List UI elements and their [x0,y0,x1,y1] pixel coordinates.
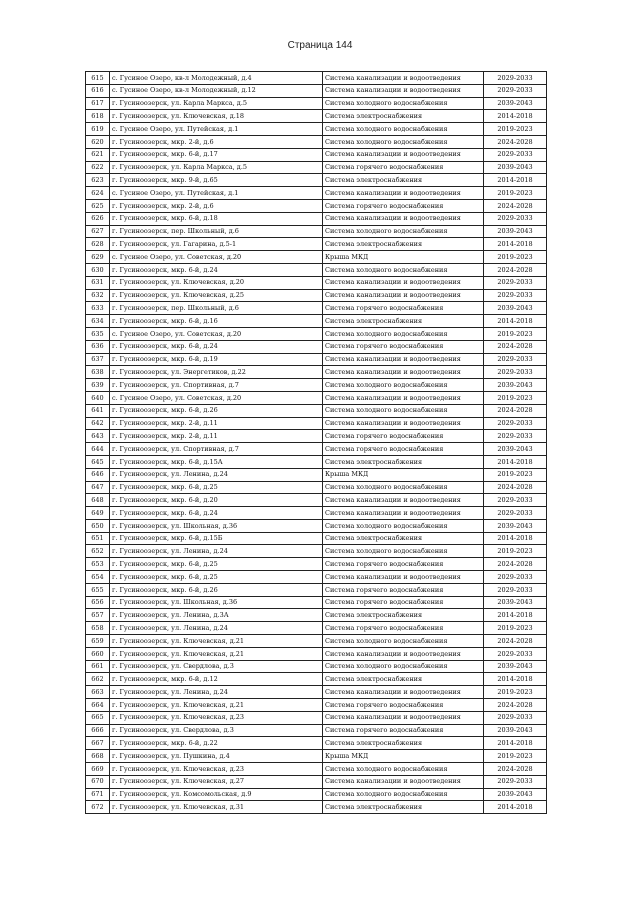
system-cell: Система канализации и водоотведения [323,366,484,379]
address-cell: г. Гусиноозерск, мкр. 6-й, д.26 [110,404,323,417]
row-number: 657 [86,609,110,622]
period-cell: 2019-2023 [484,545,547,558]
address-cell: г. Гусиноозерск, ул. Ленина, д.24 [110,622,323,635]
row-number: 642 [86,417,110,430]
period-cell: 2014-2018 [484,609,547,622]
row-number: 643 [86,430,110,443]
system-cell: Система холодного водоснабжения [323,763,484,776]
row-number: 618 [86,110,110,123]
address-cell: г. Гусиноозерск, мкр. 2-й, д.6 [110,135,323,148]
period-cell: 2024-2028 [484,404,547,417]
period-cell: 2024-2028 [484,199,547,212]
system-cell: Система горячего водоснабжения [323,443,484,456]
system-cell: Система холодного водоснабжения [323,263,484,276]
address-cell: г. Гусиноозерск, ул. Ленина, д.3А [110,609,323,622]
period-cell: 2014-2018 [484,174,547,187]
address-cell: с. Гусиное Озеро, кв-л Молодежный, д.4 [110,72,323,85]
system-cell: Система горячего водоснабжения [323,161,484,174]
period-cell: 2029-2033 [484,647,547,660]
row-number: 653 [86,558,110,571]
table-row [86,238,547,251]
table-row [86,532,547,545]
row-number: 626 [86,212,110,225]
address-cell: г. Гусиноозерск, мкр. 6-й, д.16 [110,315,323,328]
row-number: 632 [86,289,110,302]
address-cell: г. Гусиноозерск, ул. Ключевская, д.21 [110,635,323,648]
system-cell: Система холодного водоснабжения [323,123,484,136]
table-row [86,519,547,532]
table-row [86,494,547,507]
row-number: 656 [86,596,110,609]
period-cell: 2014-2018 [484,315,547,328]
period-cell: 2029-2033 [484,571,547,584]
row-number: 669 [86,763,110,776]
address-cell: г. Гусиноозерск, мкр. 6-й, д.18 [110,212,323,225]
table-row [86,97,547,110]
table-row [86,609,547,622]
address-cell: г. Гусиноозерск, мкр. 6-й, д.24 [110,507,323,520]
table-row [86,251,547,264]
period-cell: 2039-2043 [484,379,547,392]
address-cell: г. Гусиноозерск, ул. Ленина, д.24 [110,686,323,699]
system-cell: Система электроснабжения [323,238,484,251]
row-number: 648 [86,494,110,507]
system-cell: Система горячего водоснабжения [323,430,484,443]
works-table-body [86,72,547,814]
row-number: 650 [86,519,110,532]
address-cell: г. Гусиноозерск, ул. Комсомольская, д.9 [110,788,323,801]
table-row [86,110,547,123]
system-cell: Система горячего водоснабжения [323,340,484,353]
row-number: 645 [86,455,110,468]
row-number: 624 [86,187,110,200]
period-cell: 2029-2033 [484,430,547,443]
works-table [85,71,547,814]
row-number: 663 [86,686,110,699]
system-cell: Система горячего водоснабжения [323,596,484,609]
table-row [86,455,547,468]
table-row [86,187,547,200]
system-cell: Система горячего водоснабжения [323,302,484,315]
address-cell: г. Гусиноозерск, ул. Ключевская, д.21 [110,699,323,712]
period-cell: 2014-2018 [484,801,547,814]
address-cell: г. Гусиноозерск, пер. Школьный, д.6 [110,225,323,238]
address-cell: г. Гусиноозерск, мкр. 6-й, д.15А [110,455,323,468]
row-number: 620 [86,135,110,148]
row-number: 662 [86,673,110,686]
period-cell: 2024-2028 [484,763,547,776]
row-number: 625 [86,199,110,212]
address-cell: г. Гусиноозерск, мкр. 2-й, д.6 [110,199,323,212]
system-cell: Система канализации и водоотведения [323,686,484,699]
address-cell: г. Гусиноозерск, ул. Спортивная, д.7 [110,379,323,392]
system-cell: Система холодного водоснабжения [323,635,484,648]
address-cell: г. Гусиноозерск, мкр. 6-й, д.12 [110,673,323,686]
system-cell: Система электроснабжения [323,174,484,187]
system-cell: Система горячего водоснабжения [323,199,484,212]
row-number: 668 [86,750,110,763]
table-row [86,391,547,404]
row-number: 651 [86,532,110,545]
system-cell: Система электроснабжения [323,673,484,686]
system-cell: Система электроснабжения [323,532,484,545]
address-cell: г. Гусиноозерск, ул. Свердлова, д.3 [110,724,323,737]
period-cell: 2019-2023 [484,327,547,340]
period-cell: 2029-2033 [484,84,547,97]
address-cell: г. Гусиноозерск, мкр. 6-й, д.22 [110,737,323,750]
address-cell: г. Гусиноозерск, мкр. 6-й, д.26 [110,583,323,596]
system-cell: Система канализации и водоотведения [323,276,484,289]
row-number: 621 [86,148,110,161]
period-cell: 2039-2043 [484,97,547,110]
table-row [86,404,547,417]
table-row [86,468,547,481]
system-cell: Система холодного водоснабжения [323,225,484,238]
row-number: 671 [86,788,110,801]
table-row [86,724,547,737]
table-row [86,212,547,225]
system-cell: Система канализации и водоотведения [323,212,484,225]
table-row [86,583,547,596]
system-cell: Система холодного водоснабжения [323,788,484,801]
table-row [86,366,547,379]
system-cell: Система холодного водоснабжения [323,327,484,340]
table-row [86,430,547,443]
address-cell: с. Гусиное Озеро, ул. Советская, д.20 [110,251,323,264]
row-number: 622 [86,161,110,174]
system-cell: Крыша МКД [323,251,484,264]
address-cell: г. Гусиноозерск, мкр. 6-й, д.20 [110,494,323,507]
period-cell: 2014-2018 [484,455,547,468]
row-number: 617 [86,97,110,110]
row-number: 646 [86,468,110,481]
table-row [86,507,547,520]
table-row [86,161,547,174]
address-cell: г. Гусиноозерск, пер. Школьный, д.6 [110,302,323,315]
system-cell: Система канализации и водоотведения [323,391,484,404]
period-cell: 2019-2023 [484,750,547,763]
address-cell: г. Гусиноозерск, ул. Карла Маркса, д.5 [110,161,323,174]
system-cell: Система электроснабжения [323,110,484,123]
table-row [86,673,547,686]
period-cell: 2029-2033 [484,72,547,85]
period-cell: 2024-2028 [484,135,547,148]
address-cell: г. Гусиноозерск, ул. Пушкина, д.4 [110,750,323,763]
row-number: 667 [86,737,110,750]
system-cell: Система электроснабжения [323,455,484,468]
row-number: 647 [86,481,110,494]
table-row [86,763,547,776]
table-row [86,379,547,392]
system-cell: Система канализации и водоотведения [323,494,484,507]
table-row [86,635,547,648]
table-row [86,353,547,366]
address-cell: г. Гусиноозерск, ул. Ключевская, д.18 [110,110,323,123]
row-number: 665 [86,711,110,724]
table-row [86,686,547,699]
row-number: 661 [86,660,110,673]
period-cell: 2029-2033 [484,507,547,520]
address-cell: г. Гусиноозерск, мкр. 6-й, д.15Б [110,532,323,545]
table-row [86,84,547,97]
period-cell: 2024-2028 [484,340,547,353]
address-cell: г. Гусиноозерск, ул. Свердлова, д.3 [110,660,323,673]
period-cell: 2039-2043 [484,519,547,532]
period-cell: 2029-2033 [484,775,547,788]
table-row [86,123,547,136]
row-number: 644 [86,443,110,456]
system-cell: Система канализации и водоотведения [323,775,484,788]
row-number: 660 [86,647,110,660]
row-number: 630 [86,263,110,276]
table-row [86,148,547,161]
system-cell: Система холодного водоснабжения [323,545,484,558]
address-cell: г. Гусиноозерск, мкр. 6-й, д.24 [110,340,323,353]
address-cell: г. Гусиноозерск, ул. Энергетиков, д.22 [110,366,323,379]
address-cell: с. Гусиное Озеро, ул. Советская, д.20 [110,391,323,404]
period-cell: 2014-2018 [484,737,547,750]
table-row [86,622,547,635]
system-cell: Система холодного водоснабжения [323,660,484,673]
period-cell: 2014-2018 [484,673,547,686]
system-cell: Система канализации и водоотведения [323,84,484,97]
address-cell: г. Гусиноозерск, ул. Карла Маркса, д.5 [110,97,323,110]
table-row [86,788,547,801]
row-number: 672 [86,801,110,814]
system-cell: Система канализации и водоотведения [323,711,484,724]
table-row [86,545,547,558]
period-cell: 2029-2033 [484,583,547,596]
table-row [86,289,547,302]
table-row [86,481,547,494]
table-row [86,737,547,750]
period-cell: 2019-2023 [484,391,547,404]
system-cell: Система электроснабжения [323,315,484,328]
period-cell: 2024-2028 [484,635,547,648]
period-cell: 2039-2043 [484,724,547,737]
address-cell: г. Гусиноозерск, ул. Гагарина, д.5-1 [110,238,323,251]
address-cell: г. Гусиноозерск, ул. Ключевская, д.27 [110,775,323,788]
address-cell: г. Гусиноозерск, ул. Ключевская, д.21 [110,647,323,660]
table-row [86,711,547,724]
row-number: 639 [86,379,110,392]
address-cell: г. Гусиноозерск, ул. Ключевская, д.23 [110,711,323,724]
period-cell: 2039-2043 [484,443,547,456]
period-cell: 2019-2023 [484,622,547,635]
system-cell: Система канализации и водоотведения [323,417,484,430]
period-cell: 2014-2018 [484,532,547,545]
address-cell: г. Гусиноозерск, ул. Спортивная, д.7 [110,443,323,456]
period-cell: 2029-2033 [484,148,547,161]
row-number: 636 [86,340,110,353]
address-cell: г. Гусиноозерск, мкр. 9-й, д.65 [110,174,323,187]
row-number: 664 [86,699,110,712]
period-cell: 2019-2023 [484,187,547,200]
address-cell: г. Гусиноозерск, мкр. 6-й, д.24 [110,263,323,276]
row-number: 655 [86,583,110,596]
row-number: 633 [86,302,110,315]
period-cell: 2039-2043 [484,302,547,315]
address-cell: г. Гусиноозерск, мкр. 2-й, д.11 [110,417,323,430]
row-number: 641 [86,404,110,417]
page-header: Страница 144 [287,40,353,51]
period-cell: 2019-2023 [484,686,547,699]
period-cell: 2029-2033 [484,289,547,302]
system-cell: Система горячего водоснабжения [323,724,484,737]
row-number: 649 [86,507,110,520]
table-row [86,558,547,571]
row-number: 654 [86,571,110,584]
period-cell: 2039-2043 [484,596,547,609]
row-number: 670 [86,775,110,788]
system-cell: Система канализации и водоотведения [323,289,484,302]
row-number: 619 [86,123,110,136]
address-cell: г. Гусиноозерск, ул. Ключевская, д.31 [110,801,323,814]
system-cell: Система канализации и водоотведения [323,353,484,366]
period-cell: 2029-2033 [484,353,547,366]
row-number: 652 [86,545,110,558]
address-cell: г. Гусиноозерск, ул. Ключевская, д.23 [110,763,323,776]
period-cell: 2014-2018 [484,110,547,123]
address-cell: г. Гусиноозерск, мкр. 6-й, д.17 [110,148,323,161]
address-cell: г. Гусиноозерск, мкр. 2-й, д.11 [110,430,323,443]
table-row [86,775,547,788]
table-row [86,647,547,660]
address-cell: с. Гусиное Озеро, ул. Советская, д.20 [110,327,323,340]
system-cell: Система холодного водоснабжения [323,404,484,417]
system-cell: Система канализации и водоотведения [323,507,484,520]
row-number: 658 [86,622,110,635]
period-cell: 2039-2043 [484,161,547,174]
address-cell: г. Гусиноозерск, ул. Ключевская, д.20 [110,276,323,289]
address-cell: г. Гусиноозерск, ул. Ленина, д.24 [110,545,323,558]
table-row [86,750,547,763]
table-row [86,72,547,85]
system-cell: Система горячего водоснабжения [323,583,484,596]
period-cell: 2029-2033 [484,366,547,379]
table-row [86,596,547,609]
system-cell: Система холодного водоснабжения [323,135,484,148]
address-cell: с. Гусиное Озеро, кв-л Молодежный, д.12 [110,84,323,97]
row-number: 629 [86,251,110,264]
address-cell: г. Гусиноозерск, ул. Ключевская, д.25 [110,289,323,302]
system-cell: Система электроснабжения [323,609,484,622]
system-cell: Система электроснабжения [323,737,484,750]
address-cell: г. Гусиноозерск, мкр. 6-й, д.25 [110,571,323,584]
table-row [86,417,547,430]
row-number: 634 [86,315,110,328]
table-row [86,225,547,238]
table-row [86,699,547,712]
period-cell: 2029-2033 [484,711,547,724]
address-cell: с. Гусиное Озеро, ул. Путейская, д.1 [110,187,323,200]
period-cell: 2024-2028 [484,263,547,276]
system-cell: Система горячего водоснабжения [323,699,484,712]
period-cell: 2024-2028 [484,481,547,494]
address-cell: г. Гусиноозерск, ул. Школьная, д.36 [110,596,323,609]
period-cell: 2039-2043 [484,660,547,673]
address-cell: с. Гусиное Озеро, ул. Путейская, д.1 [110,123,323,136]
table-row [86,801,547,814]
system-cell: Система холодного водоснабжения [323,481,484,494]
system-cell: Крыша МКД [323,468,484,481]
table-row [86,340,547,353]
period-cell: 2029-2033 [484,276,547,289]
address-cell: г. Гусиноозерск, мкр. 6-й, д.19 [110,353,323,366]
address-cell: г. Гусиноозерск, мкр. 6-й, д.25 [110,558,323,571]
period-cell: 2029-2033 [484,417,547,430]
table-row [86,443,547,456]
period-cell: 2039-2043 [484,788,547,801]
row-number: 637 [86,353,110,366]
table-row [86,571,547,584]
period-cell: 2024-2028 [484,699,547,712]
table-row [86,263,547,276]
row-number: 627 [86,225,110,238]
table-row [86,302,547,315]
system-cell: Система канализации и водоотведения [323,148,484,161]
row-number: 616 [86,84,110,97]
row-number: 659 [86,635,110,648]
system-cell: Крыша МКД [323,750,484,763]
address-cell: г. Гусиноозерск, ул. Школьная, д.36 [110,519,323,532]
row-number: 628 [86,238,110,251]
table-row [86,135,547,148]
system-cell: Система холодного водоснабжения [323,379,484,392]
table-row [86,327,547,340]
system-cell: Система холодного водоснабжения [323,97,484,110]
row-number: 623 [86,174,110,187]
period-cell: 2019-2023 [484,468,547,481]
system-cell: Система канализации и водоотведения [323,72,484,85]
row-number: 635 [86,327,110,340]
table-row [86,174,547,187]
address-cell: г. Гусиноозерск, мкр. 6-й, д.25 [110,481,323,494]
system-cell: Система канализации и водоотведения [323,571,484,584]
table-row [86,276,547,289]
row-number: 631 [86,276,110,289]
table-row [86,199,547,212]
row-number: 640 [86,391,110,404]
system-cell: Система горячего водоснабжения [323,558,484,571]
table-row [86,660,547,673]
table-row [86,315,547,328]
system-cell: Система канализации и водоотведения [323,647,484,660]
period-cell: 2029-2033 [484,212,547,225]
period-cell: 2029-2033 [484,494,547,507]
system-cell: Система холодного водоснабжения [323,519,484,532]
period-cell: 2014-2018 [484,238,547,251]
address-cell: г. Гусиноозерск, ул. Ленина, д.24 [110,468,323,481]
period-cell: 2039-2043 [484,225,547,238]
row-number: 666 [86,724,110,737]
row-number: 638 [86,366,110,379]
period-cell: 2024-2028 [484,558,547,571]
period-cell: 2019-2023 [484,251,547,264]
system-cell: Система канализации и водоотведения [323,187,484,200]
period-cell: 2019-2023 [484,123,547,136]
system-cell: Система электроснабжения [323,801,484,814]
system-cell: Система горячего водоснабжения [323,622,484,635]
row-number: 615 [86,72,110,85]
